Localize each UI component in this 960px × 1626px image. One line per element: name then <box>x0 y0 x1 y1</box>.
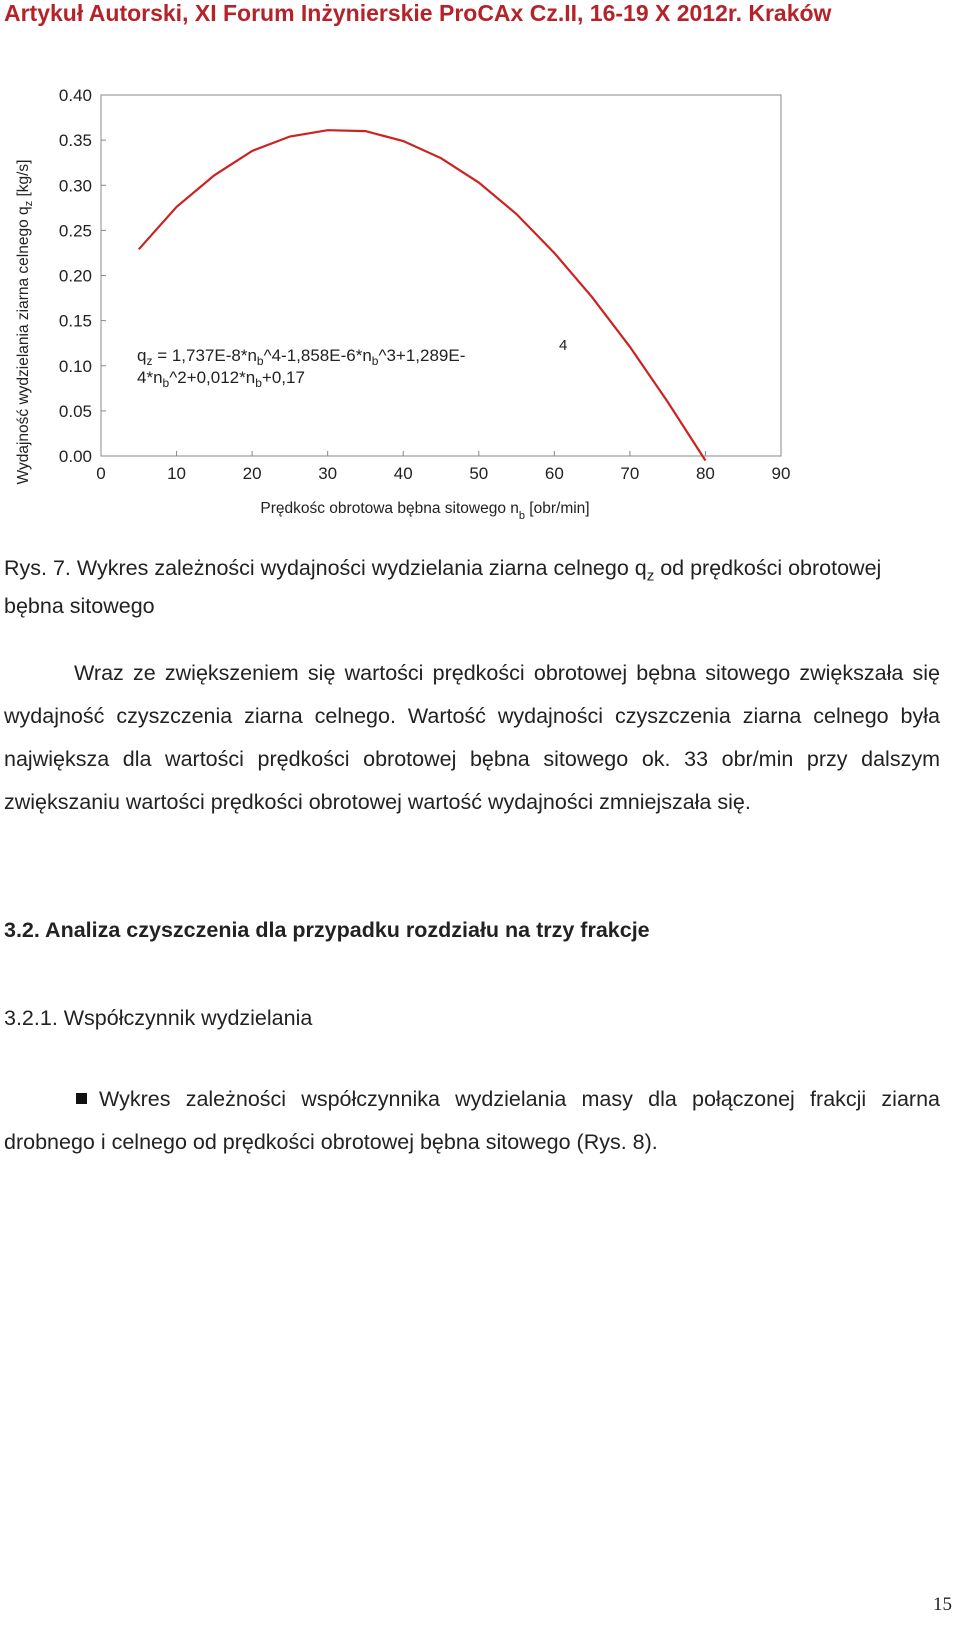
x-tick-label: 50 <box>469 464 489 483</box>
x-tick-label: 70 <box>620 464 640 483</box>
equation-text: +0,17 <box>261 368 305 387</box>
x-tick-label: 80 <box>695 464 715 483</box>
x-axis-label-unit: [obr/min] <box>525 500 590 517</box>
bullet-text: Wykres zależności współczynnika wydzielania masy dla połączonej frakcji ziarna drobnego i celnego od prędkości obrotowej bębna sitowego (Rys. 8). <box>4 1087 940 1154</box>
caption-rest: od prędkości obrotowej bębna sitowego <box>4 556 882 619</box>
x-tick-label: 10 <box>167 464 187 483</box>
equation-text: ^2+0,012*n <box>169 368 256 387</box>
x-axis-label-sub: b <box>518 510 526 522</box>
y-tick-label: 0.00 <box>58 447 92 466</box>
x-tick-label: 90 <box>771 464 791 483</box>
equation-text: ^4-1,858E-6*n <box>263 346 372 365</box>
y-tick-label: 0.25 <box>58 221 92 241</box>
equation-text: = 1,737E-8*n <box>152 346 257 365</box>
x-tick-label: 60 <box>544 464 564 483</box>
y-tick-label: 0.05 <box>58 401 92 421</box>
y-tick-label: 0.15 <box>58 311 92 331</box>
svg-text:Wydajność wydzielania ziarna c <box>15 159 35 484</box>
x-tick-label: 20 <box>242 464 262 483</box>
equation-line-2 <box>137 368 305 390</box>
subsection-heading: 3.2.1. Współczynnik wydzielania <box>4 1006 313 1030</box>
y-tick-label: 0.35 <box>58 131 92 151</box>
equation-subscript: b <box>255 376 262 390</box>
x-axis-label <box>260 500 589 522</box>
equation-subscript: b <box>162 376 170 390</box>
x-tick-label: 0 <box>96 464 106 483</box>
page-header: Artykuł Autorski, XI Forum Inżynierskie ProCAx Cz.II, 16-19 X 2012r. Kraków <box>4 0 832 26</box>
y-axis-label-main: Wydajność wydzielania ziarna celnego q <box>15 206 32 485</box>
y-tick-label: 0.40 <box>58 86 92 105</box>
equation-subscript: b <box>371 354 379 368</box>
y-ticks <box>59 86 106 466</box>
bullet-paragraph <box>4 1078 940 1164</box>
bullet-square-icon <box>76 1093 87 1104</box>
equation-subscript: b <box>256 354 264 368</box>
caption-text: Rys. 7. Wykres zależności wydajności wydzielania ziarna celnego q <box>4 556 647 580</box>
chart <box>0 60 960 530</box>
x-axis-label-main: Prędkośc obrotowa bębna sitowego n <box>260 500 519 517</box>
x-tick-label: 40 <box>393 464 413 483</box>
y-tick-label: 0.20 <box>58 266 92 286</box>
section-heading: 3.2. Analiza czyszczenia dla przypadku rozdziału na trzy frakcje <box>4 918 650 942</box>
equation-line-1 <box>137 346 465 368</box>
y-axis-label <box>15 159 35 484</box>
x-tick-label: 30 <box>318 464 338 483</box>
plot-frame <box>101 95 781 456</box>
y-axis-label-sub: z <box>23 200 35 207</box>
figure-caption <box>4 553 934 621</box>
y-tick-label: 0.10 <box>58 356 92 376</box>
equation-text: 4*n <box>137 368 163 387</box>
y-axis-label-unit: [kg/s] <box>15 159 32 201</box>
page-number: 15 <box>933 1594 952 1615</box>
caption-sub: z <box>646 567 655 585</box>
series-line <box>139 130 706 460</box>
equation-stray-digit: 4 <box>559 337 568 354</box>
equation-subscript: z <box>146 354 153 368</box>
y-tick-label: 0.30 <box>58 176 92 196</box>
equation-text: ^3+1,289E- <box>378 346 466 365</box>
body-paragraph-text: Wraz ze zwiększeniem się wartości prędkości obrotowej bębna sitowego zwiększała się wydajność czyszczenia ziarna celnego. Wartość wydajności czyszczenia ziarna celnego była największa dla wartości prędkości obrotowej bębna sitowego ok. 33 obr/min przy dalszym zwiększaniu wartości prędkości obrotowej wartość wydajności zmniejszała się. <box>4 661 940 814</box>
body-paragraph <box>4 652 940 824</box>
equation-text: q <box>137 346 147 365</box>
